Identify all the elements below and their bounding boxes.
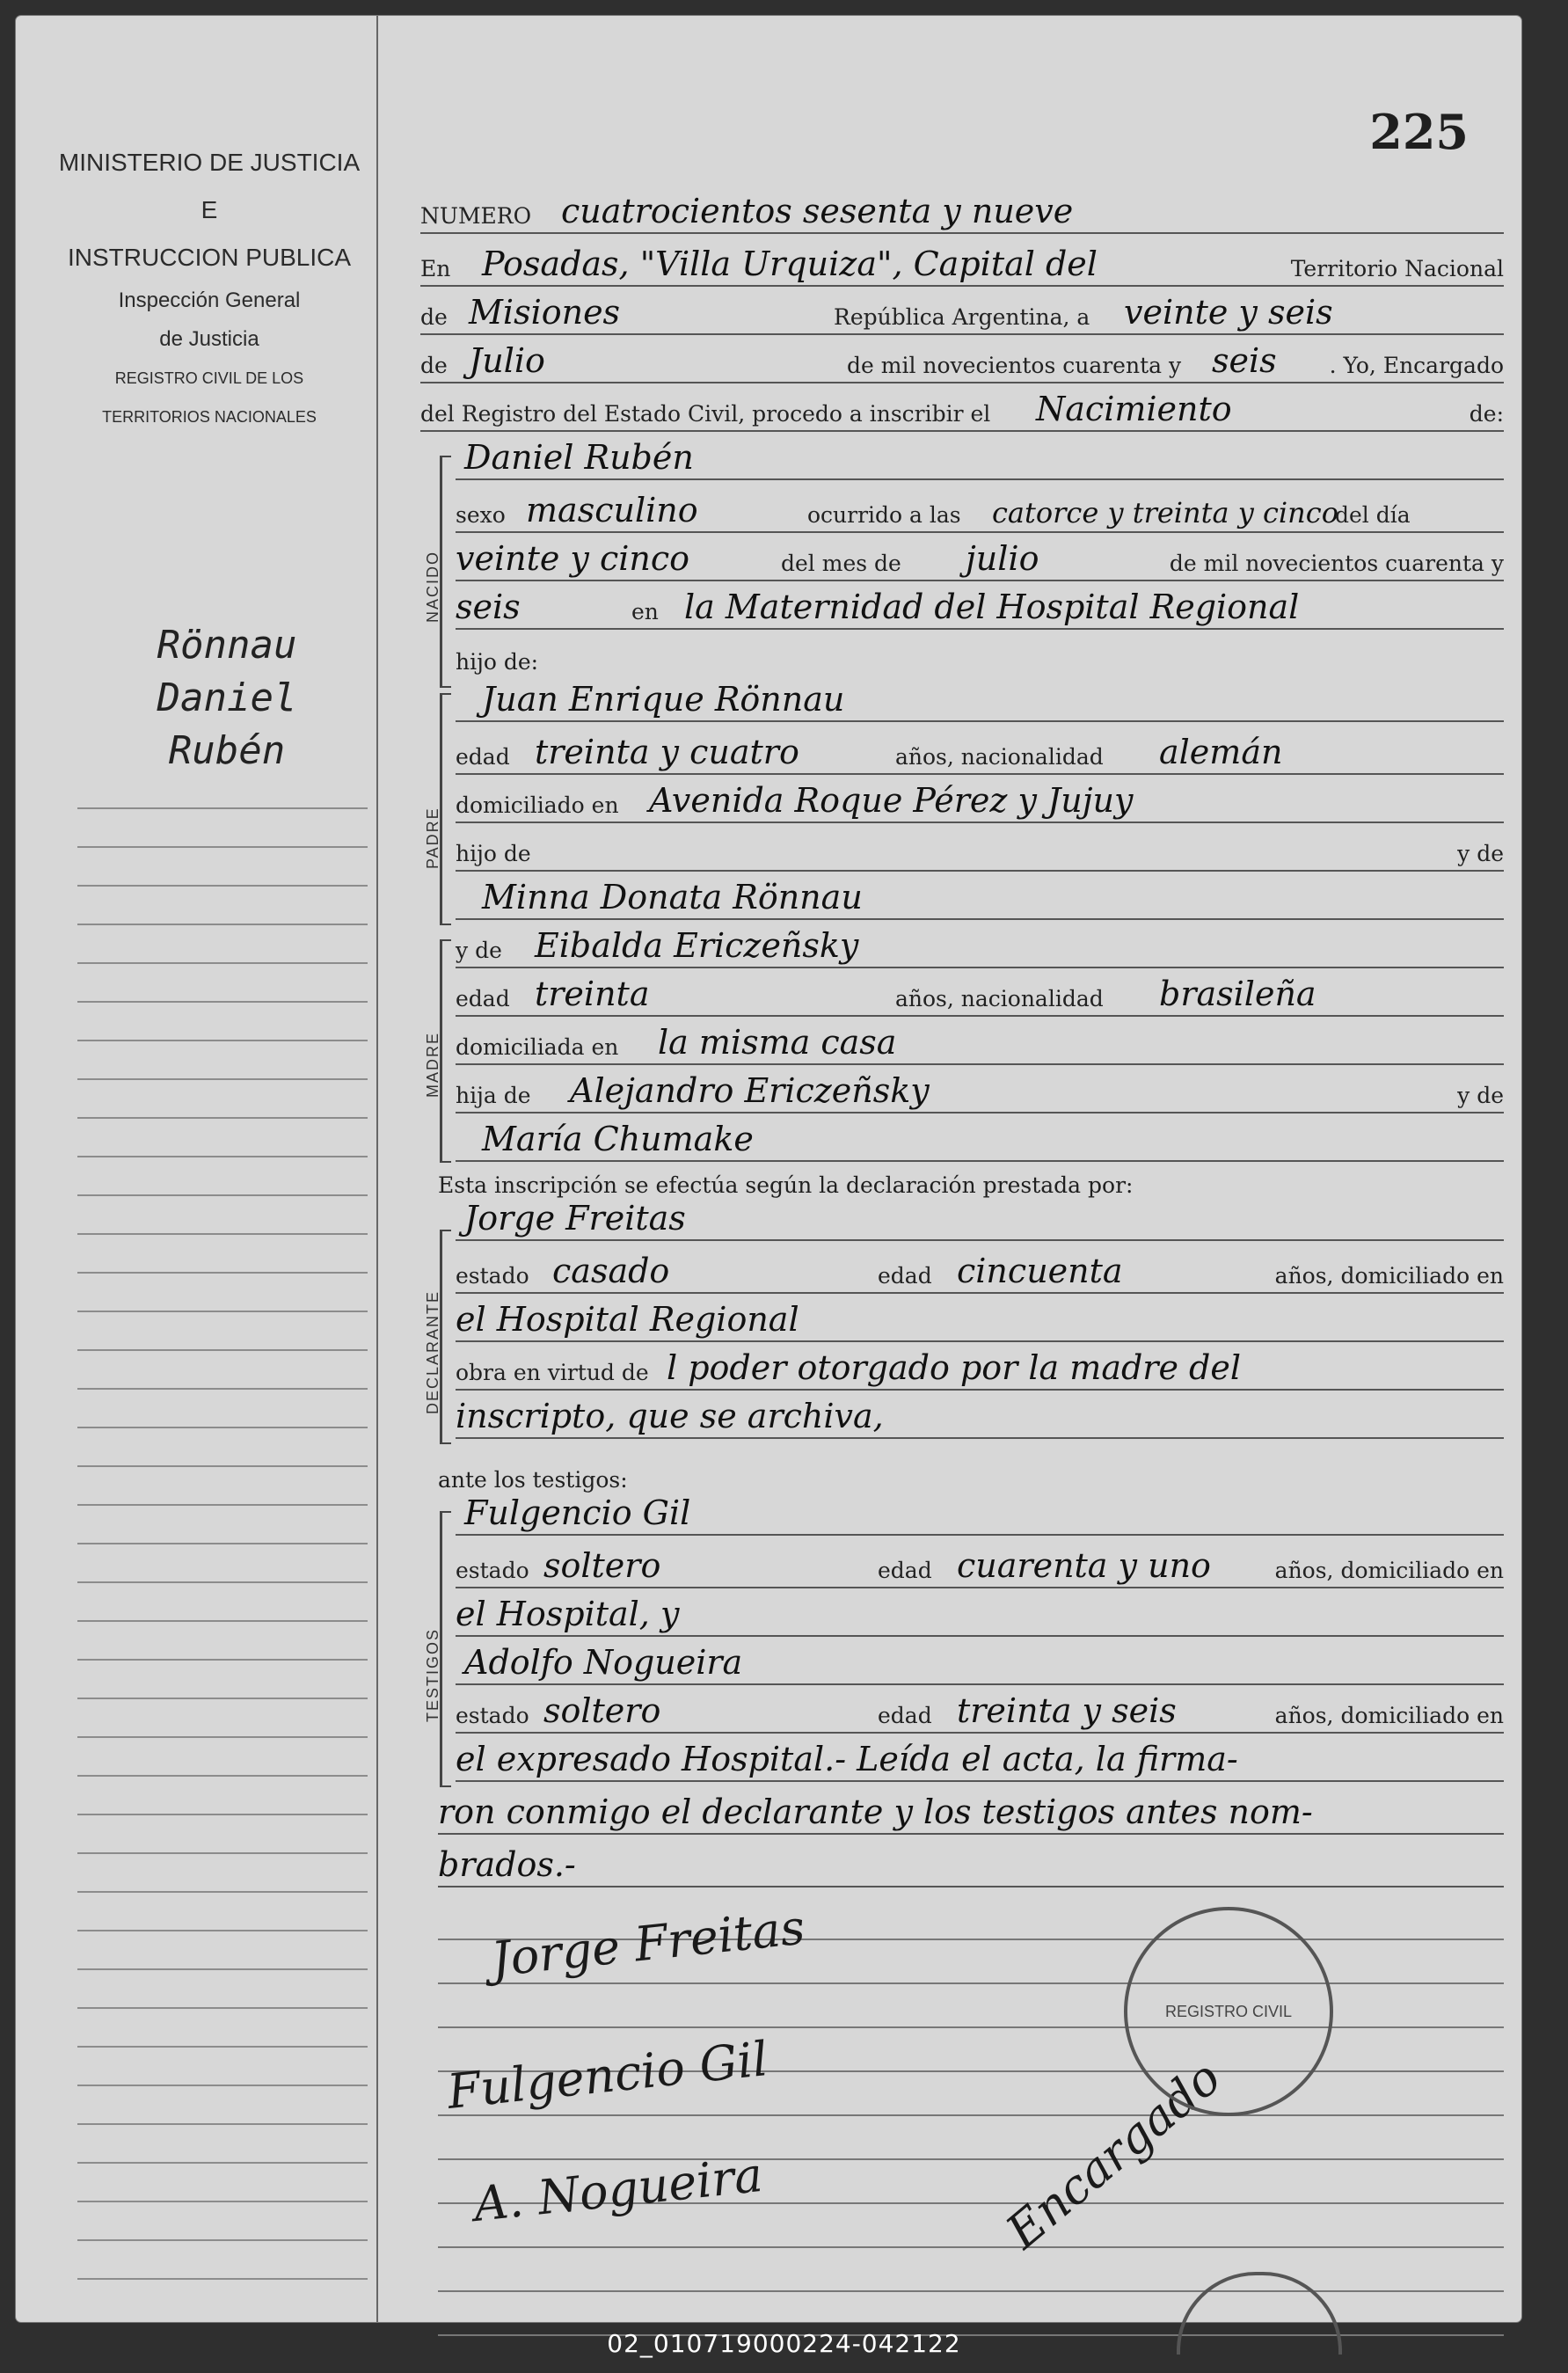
declarante-obra2-line <box>456 1397 1504 1439</box>
republic-label: República Argentina, a <box>834 304 1090 330</box>
madre-nac-label: años, nacionalidad <box>895 986 1104 1011</box>
t1-domicilio: el Hospital, y <box>456 1595 680 1633</box>
margin-given-name: Daniel <box>157 675 297 720</box>
lugar-label: en <box>631 599 659 624</box>
closing-line-1 <box>438 1793 1504 1835</box>
t1-dom-label: años, domiciliado en <box>1274 1558 1504 1583</box>
declarante-obra-line <box>456 1348 1504 1391</box>
margin-rule-line <box>77 1156 368 1157</box>
margin-rule-line <box>77 2239 368 2241</box>
nacido-block-label: NACIDO <box>424 550 441 623</box>
t2-name-line <box>456 1643 1504 1685</box>
margin-rule-line <box>77 1233 368 1235</box>
declarante-block-label: DECLARANTE <box>424 1289 441 1414</box>
margin-rule-line <box>77 1272 368 1274</box>
month-value: Julio <box>469 341 545 380</box>
margin-rule-line <box>77 1775 368 1777</box>
anio-label: de mil novecientos cuarenta y <box>1169 551 1504 576</box>
act-value: Nacimiento <box>1036 390 1232 428</box>
blank-rule-line <box>438 2250 1504 2292</box>
declarante-dom-label: años, domiciliado en <box>1274 1263 1504 1289</box>
margin-rule-line <box>77 1078 368 1080</box>
ministry-line-3: INSTRUCCION PUBLICA <box>67 244 352 271</box>
margin-rule-line <box>77 1620 368 1622</box>
margin-rule-line <box>77 2046 368 2048</box>
city-value: Posadas, "Villa Urquiza", Capital del <box>482 245 1098 283</box>
obra-value: l poder otorgado por la madre del <box>667 1348 1241 1387</box>
city-line <box>420 245 1504 287</box>
birth-record-form <box>420 16 1504 2322</box>
padre-domicilio: Avenida Roque Pérez y Jujuy <box>649 781 1134 820</box>
declarante-name-line <box>456 1199 1504 1241</box>
madre-y-de: y de <box>1457 1083 1504 1108</box>
closing-text-2: brados.- <box>438 1845 576 1884</box>
year-value: seis <box>1212 341 1277 380</box>
ministry-line-1: MINISTERIO DE JUSTICIA <box>58 149 361 176</box>
margin-rule-line <box>77 1543 368 1544</box>
margin-rule-line <box>77 924 368 925</box>
act-de-label: de: <box>1469 401 1504 427</box>
t2-edad-label: edad <box>878 1703 932 1728</box>
declarante-name: Jorge Freitas <box>464 1199 686 1238</box>
margin-rule-line <box>77 1852 368 1854</box>
anio-value: seis <box>456 588 521 626</box>
margin-rule-line <box>77 807 368 809</box>
t2-estado-label: estado <box>456 1703 529 1728</box>
madre-nacionalidad: brasileña <box>1159 975 1316 1013</box>
margin-rule-line <box>77 1117 368 1119</box>
child-name: Daniel Rubén <box>464 438 694 477</box>
padre-edad-label: edad <box>456 744 510 770</box>
numero-value: cuatrocientos sesenta y nueve <box>561 192 1074 230</box>
padre-block-label: PADRE <box>424 807 441 869</box>
dia-label: del día <box>1335 502 1411 528</box>
madre-padre: Alejandro Ericzeñsky <box>570 1071 930 1110</box>
registry-text: del Registro del Estado Civil, procedo a inscribir el <box>420 401 991 427</box>
signature-witness-1: Fulgencio Gil <box>444 2031 770 2120</box>
margin-rule-line <box>77 1388 368 1390</box>
madre-hija-label: hija de <box>456 1083 531 1108</box>
hijo-de-label: hijo de: <box>456 649 539 675</box>
padre-nacionalidad: alemán <box>1159 733 1283 771</box>
register-page <box>16 16 1521 2322</box>
margin-column <box>16 16 378 2322</box>
territory-line <box>420 293 1504 335</box>
madre-madre: María Chumake <box>482 1120 754 1158</box>
padre-age-line <box>456 733 1504 775</box>
registry-seal <box>1124 1907 1333 2116</box>
margin-rule-line <box>77 1427 368 1428</box>
nacido-brace <box>440 456 451 688</box>
madre-father-line <box>456 1071 1504 1113</box>
sexo-value: masculino <box>526 491 698 529</box>
declarante-state-line <box>456 1252 1504 1294</box>
signature-declarante: Jorge Freitas <box>488 1899 808 1988</box>
margin-rule-line <box>77 1968 368 1970</box>
margin-rule-line <box>77 962 368 964</box>
numero-label: NUMERO <box>420 203 532 229</box>
t1-dom-line <box>456 1595 1504 1637</box>
declarante-estado-label: estado <box>456 1263 529 1289</box>
margin-rule-line <box>77 1504 368 1506</box>
margin-second-name: Rubén <box>168 728 286 773</box>
testigos-label: ante los testigos: <box>438 1467 628 1493</box>
blank-rule-line <box>438 1986 1504 2028</box>
date-de-label: de <box>420 353 448 378</box>
lugar-value: la Maternidad del Hospital Regional <box>684 588 1300 626</box>
closing-text-1: ron conmigo el declarante y los testigos antes nom- <box>438 1793 1313 1831</box>
madre-name-line <box>456 926 1504 968</box>
declarante-brace <box>440 1230 451 1444</box>
margin-rule-line <box>77 1311 368 1312</box>
en-label: En <box>420 256 451 281</box>
de-label: de <box>420 304 448 330</box>
madre-brace <box>440 939 451 1163</box>
day-value: veinte y seis <box>1124 293 1333 332</box>
registry-line-2: TERRITORIOS NACIONALES <box>102 408 317 426</box>
padre-brace <box>440 693 451 925</box>
margin-rule-line <box>77 2123 368 2125</box>
padre-name: Juan Enrique Rönnau <box>482 680 845 719</box>
t2-dom-label: años, domiciliado en <box>1274 1703 1504 1728</box>
margin-rule-line <box>77 846 368 848</box>
margin-rule-line <box>77 2278 368 2280</box>
image-id-footer: 02_010719000224-042122 <box>607 2329 961 2358</box>
padre-mother-name: Minna Donata Rönnau <box>482 878 863 916</box>
margin-rule-line <box>77 1736 368 1738</box>
ministry-header <box>51 139 368 436</box>
t2-domicilio: el expresado Hospital.- Leída el acta, la firma- <box>456 1740 1238 1778</box>
madre-y-de-label: y de <box>456 938 502 963</box>
t1-name: Fulgencio Gil <box>464 1493 691 1532</box>
registry-line-1: REGISTRO CIVIL DE LOS <box>114 369 304 387</box>
inspection-line-2: de Justicia <box>159 327 259 351</box>
declarante-edad-label: edad <box>878 1263 932 1289</box>
padre-y-de: y de <box>1457 841 1504 866</box>
obra-label: obra en virtud de <box>456 1360 649 1385</box>
madre-block-label: MADRE <box>424 1031 441 1098</box>
declarante-edad: cincuenta <box>957 1252 1123 1290</box>
t1-estado-label: estado <box>456 1558 529 1583</box>
margin-rule-line <box>77 1001 368 1003</box>
margin-rule-line <box>77 1659 368 1661</box>
ministry-line-2: E <box>201 196 218 223</box>
nacido-place-line <box>456 588 1504 630</box>
nacido-sex-line <box>456 491 1504 533</box>
t2-edad: treinta y seis <box>957 1691 1177 1730</box>
mes-label: del mes de <box>781 551 901 576</box>
padre-mother-line <box>456 878 1504 920</box>
officer-label: . Yo, Encargado <box>1329 353 1504 378</box>
declarante-domicilio: el Hospital Regional <box>456 1300 799 1339</box>
t1-edad-label: edad <box>878 1558 932 1583</box>
declarante-estado: casado <box>552 1252 670 1290</box>
registry-act-line <box>420 390 1504 432</box>
t2-name: Adolfo Nogueira <box>464 1643 743 1682</box>
hora-value: catorce y treinta y cinco <box>992 496 1338 529</box>
madre-age-line <box>456 975 1504 1017</box>
territory-label: Territorio Nacional <box>1290 256 1504 281</box>
mes-value: julio <box>966 539 1039 578</box>
date-line <box>420 341 1504 383</box>
padre-name-line <box>456 680 1504 722</box>
t1-edad: cuarenta y uno <box>957 1546 1211 1585</box>
padre-edad: treinta y cuatro <box>535 733 799 771</box>
margin-rule-line <box>77 2162 368 2164</box>
margin-rule-line <box>77 2085 368 2086</box>
madre-dom-line <box>456 1023 1504 1065</box>
margin-rule-line <box>77 2007 368 2009</box>
inspection-line-1: Inspección General <box>118 288 301 312</box>
madre-edad-label: edad <box>456 986 510 1011</box>
margin-rule-line <box>77 885 368 887</box>
padre-nac-label: años, nacionalidad <box>895 744 1104 770</box>
obra-value-2: inscripto, que se archiva, <box>456 1397 884 1435</box>
margin-rule-line <box>77 1465 368 1467</box>
margin-rule-line <box>77 1349 368 1351</box>
t1-estado: soltero <box>543 1546 661 1585</box>
margin-rule-line <box>77 1930 368 1931</box>
padre-parents-line <box>456 829 1504 872</box>
madre-dom-label: domiciliada en <box>456 1034 619 1060</box>
hora-label: ocurrido a las <box>807 502 961 528</box>
padre-dom-line <box>456 781 1504 823</box>
dia-value: veinte y cinco <box>456 539 690 578</box>
margin-rule-line <box>77 2201 368 2202</box>
testigos-brace <box>440 1511 451 1787</box>
padre-hijo-label: hijo de <box>456 841 531 866</box>
madre-mother-line <box>456 1120 1504 1162</box>
t1-state-line <box>456 1546 1504 1588</box>
blank-rule-line <box>438 2118 1504 2160</box>
margin-rule-line <box>77 1194 368 1196</box>
madre-edad: treinta <box>535 975 650 1013</box>
page-number: 225 <box>1369 104 1469 160</box>
closing-line-2 <box>438 1845 1504 1887</box>
madre-domicilio: la misma casa <box>658 1023 897 1062</box>
t2-state-line <box>456 1691 1504 1734</box>
nacido-day-line <box>456 539 1504 581</box>
t2-estado: soltero <box>543 1691 661 1730</box>
margin-surname: Rönnau <box>157 623 297 668</box>
seal-text: REGISTRO CIVIL <box>1164 2002 1293 2020</box>
sexo-label: sexo <box>456 502 506 528</box>
testigos-block-label: TESTIGOS <box>424 1627 441 1722</box>
margin-rule-line <box>77 1581 368 1583</box>
margin-rule-line <box>77 1814 368 1815</box>
signature-officer: Encargado <box>995 2049 1231 2260</box>
t2-dom-line <box>456 1740 1504 1782</box>
year-label: de mil novecientos cuarenta y <box>847 353 1182 378</box>
margin-rule-line <box>77 1891 368 1893</box>
margin-rule-line <box>77 1040 368 1041</box>
signature-witness-2: A. Nogueira <box>470 2146 766 2233</box>
margin-rule-line <box>77 1698 368 1699</box>
padre-dom-label: domiciliado en <box>456 792 619 818</box>
madre-name: Eibalda Ericzeñsky <box>535 926 859 965</box>
t1-name-line <box>456 1493 1504 1536</box>
declaracion-label: Esta inscripción se efectúa según la declaración prestada por: <box>438 1172 1134 1198</box>
declarante-dom-line <box>456 1300 1504 1342</box>
nacido-name-line <box>456 438 1504 480</box>
territory-value: Misiones <box>469 293 621 332</box>
numero-line <box>420 192 1504 234</box>
